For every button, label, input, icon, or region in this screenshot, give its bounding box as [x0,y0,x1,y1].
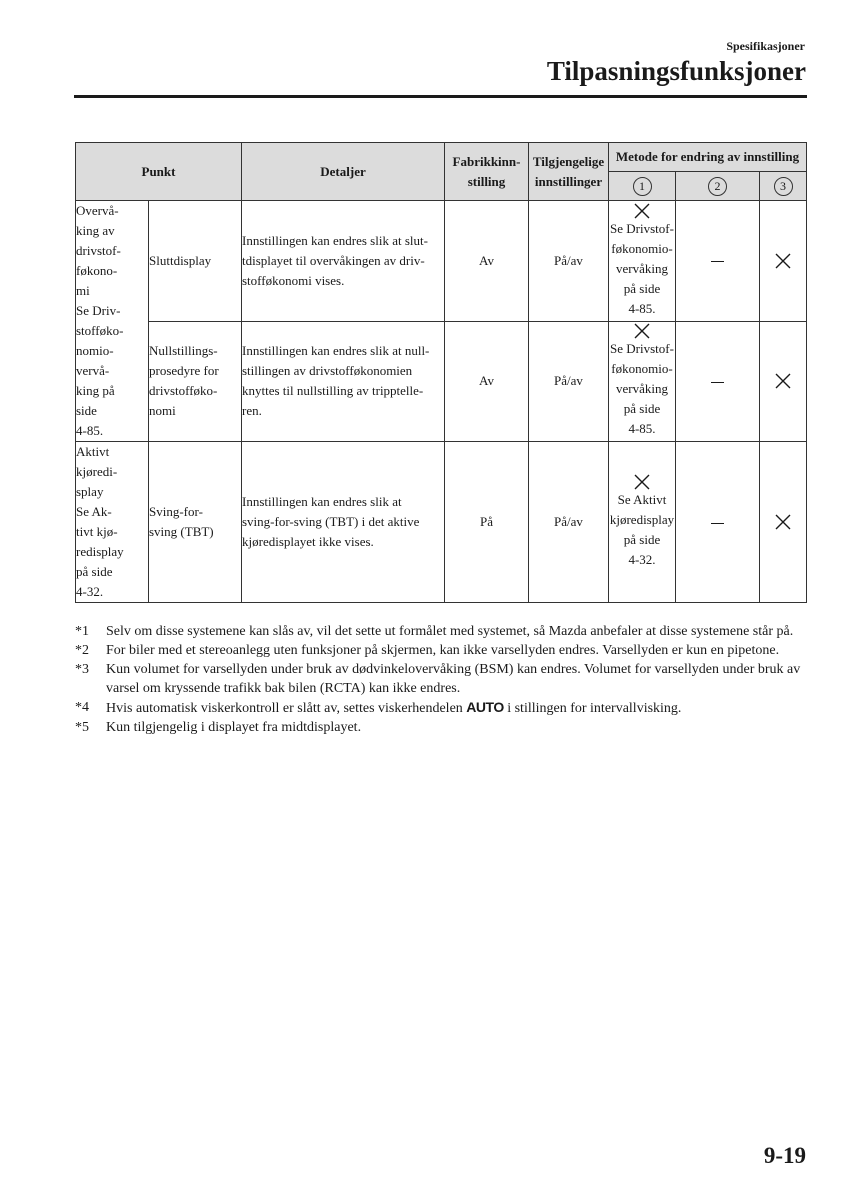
footnote-mark: *1 [75,624,89,639]
header-available-settings: Tilgjengelige innstillinger [529,143,609,201]
circled-number-2: 2 [708,177,727,196]
cross-icon [775,253,791,269]
table-row [76,201,807,322]
footnote-mark: *5 [75,720,89,735]
footnote-text: Kun tilgjengelig i displayet fra midtdisplayet. [106,720,362,735]
table-row [76,442,807,603]
footnote-text-after: i stillingen for intervallvisking. [507,701,682,716]
dash-icon [711,261,724,262]
cross-icon [634,474,650,490]
row-available-settings: På/av [529,321,609,442]
footnote-mark: *3 [75,662,89,677]
row-factory-setting: Av [445,321,529,442]
header-factory-setting: Fabrikkinn- stilling [445,143,529,201]
row-available-settings: På/av [529,201,609,322]
row-method-3 [760,201,807,322]
header-method-3 [760,172,807,201]
group-fuel-economy-monitor: Overvå- king av drivstof- føkono- mi Se Driv- stofføko- nomio- vervå- king på side 4-85. [76,201,149,442]
circled-number-3: 3 [774,177,793,196]
row-factory-setting: Av [445,201,529,322]
table-row [76,321,807,442]
dash-icon [711,523,724,524]
footnote [75,718,807,737]
method-1-note: Se Drivstof- føkonomio- vervåking på side 4-85. [610,341,674,437]
footnote [75,698,807,718]
row-available-settings: På/av [529,442,609,603]
header-method-2 [676,172,760,201]
row-item: Sluttdisplay [149,201,242,322]
method-1-note: Se Drivstof- føkonomio- vervåking på side 4-85. [610,220,674,316]
footnote-text: Selv om disse systemene kan slås av, vil det sette ut formålet med systemet, så Mazda anbefaler at disse systemene står på. [106,624,794,639]
customization-table [75,142,807,603]
auto-symbol: AUTO [466,699,504,715]
row-factory-setting: På [445,442,529,603]
footnote-mark: *2 [75,643,89,658]
row-method-3 [760,442,807,603]
page-title: Tilpasningsfunksjoner [546,56,806,86]
cross-icon [775,514,791,530]
row-details: Innstillingen kan endres slik at sving-for-sving (TBT) i det aktive kjøredisplayet ikke vises. [242,442,445,603]
cross-icon [634,323,650,339]
row-method-2 [676,201,760,322]
footnotes [75,622,807,737]
group-active-driving-display: Aktivt kjøredi- splay Se Ak- tivt kjø- redisplay på side 4-32. [76,442,149,603]
header-change-method: Metode for endring av innstilling [609,143,807,172]
row-details: Innstillingen kan endres slik at null- stillingen av drivstofføkonomien knyttes til nullstilling av tripptelle- ren. [242,321,445,442]
header-detaljer: Detaljer [242,143,445,201]
footnote-text: Kun volumet for varsellyden under bruk av dødvinkelovervåking (BSM) kan endres. Volumet for varsellyden under bruk av varsel om kryssende trafikk bak bilen (RCTA) kan ikke endres. [106,662,801,696]
row-item: Sving-for- sving (TBT) [149,442,242,603]
footnote-text-before: Hvis automatisk viskerkontroll er slått av, settes viskerhendelen [106,701,463,716]
row-details: Innstillingen kan endres slik at slut- tdisplayet til overvåkingen av driv- stofføkonomi vises. [242,201,445,322]
header-method-1 [609,172,676,201]
cross-icon [634,203,650,219]
footnote-mark: *4 [75,700,89,715]
circled-number-1: 1 [633,177,652,196]
title-rule [74,95,807,98]
method-1-note: Se Aktivt kjøredisplay på side 4-32. [609,492,675,567]
footnote [75,641,807,660]
page-number: 9-19 [763,1143,806,1168]
cross-icon [775,373,791,389]
row-method-3 [760,321,807,442]
row-method-1 [609,442,676,603]
row-item: Nullstillings- prosedyre for drivstofføko- nomi [149,321,242,442]
row-method-1 [609,321,676,442]
dash-icon [711,382,724,383]
footnote [75,660,807,698]
row-method-2 [676,321,760,442]
footnote [75,622,807,641]
row-method-2 [676,442,760,603]
footnote-text: For biler med et stereoanlegg uten funksjoner på skjermen, kan ikke varsellyden endres. Varsellyden er kun en pipetone. [106,643,780,658]
header-punkt: Punkt [76,143,242,201]
section-label: Spesifikasjoner [726,39,805,53]
row-method-1 [609,201,676,322]
